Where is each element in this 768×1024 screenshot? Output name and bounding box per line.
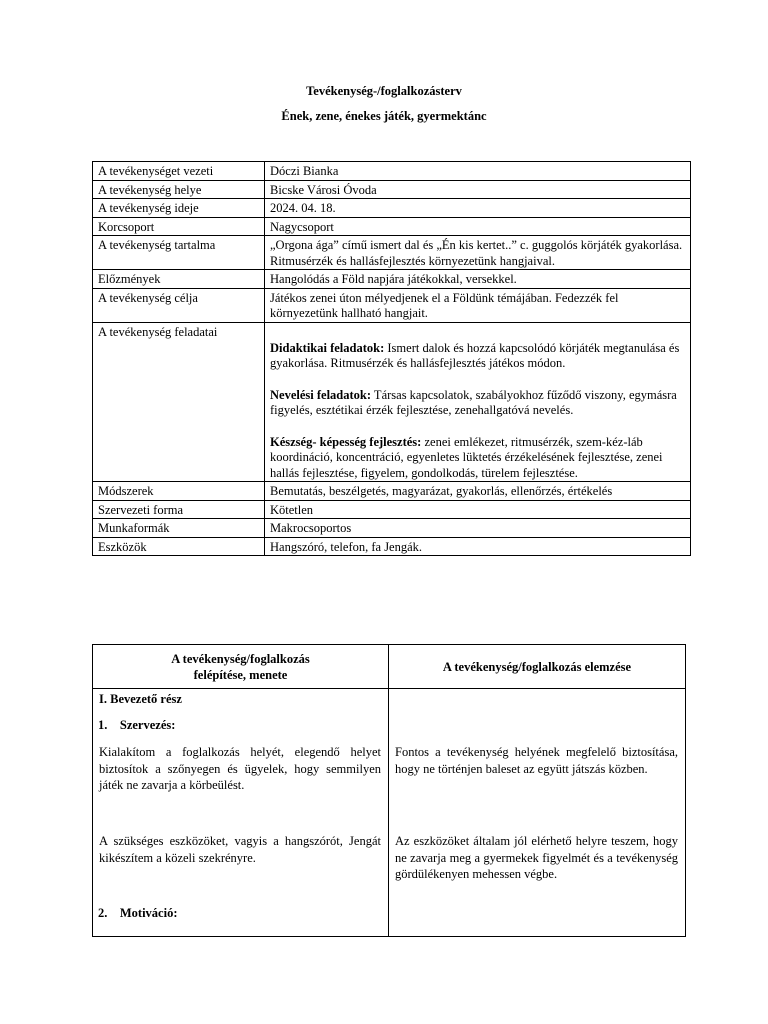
skills-tasks — [270, 435, 686, 482]
place-value: Bicske Városi Óvoda — [265, 180, 691, 199]
organization-text: Kialakítom a foglalkozás helyét, elegendő helyet biztosítok a szőnyegen és ügyelek, hogy semmilyen játék ne zavarja a körbeülést. — [99, 745, 381, 792]
table-row — [93, 322, 691, 482]
didactic-tasks-title: Didaktikai feladatok: — [270, 340, 385, 355]
plan-analysis-cell — [389, 689, 686, 937]
activity-plan-table — [92, 644, 686, 937]
education-tasks-title: Nevelési feladatok: — [270, 387, 372, 402]
step-motivation-heading: 2. Motiváció: — [98, 906, 178, 920]
analysis-text-2: Az eszközöket általam jól elérhető helyre teszem, hogy ne zavarja meg a gyermekek figyelmét és a tevékenység gördülékenyen mehessen végbe. — [395, 834, 678, 881]
tasks-value — [265, 322, 691, 482]
table-row — [93, 162, 691, 181]
tools-setup-text: A szükséges eszközöket, vagyis a hangszórót, Jengát kikészítem a közeli szekrényre. — [99, 834, 381, 865]
plan-structure-header-line1: A tevékenység/foglalkozás — [171, 651, 310, 666]
table-row — [93, 689, 686, 937]
leader-label: A tevékenységet vezeti — [93, 162, 265, 181]
date-label: A tevékenység ideje — [93, 199, 265, 218]
table-header-row — [93, 645, 686, 689]
activity-info-table — [92, 161, 691, 556]
step-organization-heading: 1. Szervezés: — [98, 718, 176, 732]
goal-label: A tevékenység célja — [93, 288, 265, 322]
section-heading: I. Bevezető rész — [99, 692, 182, 706]
document-title: Tevékenység-/foglalkozásterv — [306, 84, 462, 98]
didactic-tasks-text: Ismert dalok és hozzá kapcsolódó körjáték megtanulása és gyakorlása. Ritmusérzék és hallásfejlesztés játékos módon. — [270, 340, 680, 370]
table-row — [93, 180, 691, 199]
table-row — [93, 537, 691, 556]
document-subtitle: Ének, zene, énekes játék, gyermektánc — [281, 109, 487, 123]
tasks-label: A tevékenység feladatai — [93, 322, 265, 482]
plan-analysis-header: A tevékenység/foglalkozás elemzése — [389, 645, 686, 689]
group-value: Nagycsoport — [265, 217, 691, 236]
work-label: Munkaformák — [93, 519, 265, 538]
prior-label: Előzmények — [93, 270, 265, 289]
org-value: Kötetlen — [265, 500, 691, 519]
analysis-text-1: Fontos a tevékenység helyének megfelelő biztosítása, hogy ne történjen baleset az együtt játszás közben. — [395, 745, 678, 776]
table-row — [93, 270, 691, 289]
content-label: A tevékenység tartalma — [93, 236, 265, 270]
leader-value: Dóczi Bianka — [265, 162, 691, 181]
table-row — [93, 288, 691, 322]
table-row — [93, 236, 691, 270]
tools-value: Hangszóró, telefon, fa Jengák. — [265, 537, 691, 556]
table-row — [93, 500, 691, 519]
table-row — [93, 519, 691, 538]
methods-label: Módszerek — [93, 482, 265, 501]
didactic-tasks — [270, 341, 686, 372]
skills-tasks-text: zenei emlékezet, ritmusérzék, szem-kéz-láb koordináció, koncentráció, egyenletes lüktetés érzékelésének fejlesztése, zenei hallás fejlesztése, figyelem, gondolkodás, türelem fejlesztése. — [270, 434, 663, 480]
table-row — [93, 199, 691, 218]
group-label: Korcsoport — [93, 217, 265, 236]
plan-structure-header — [93, 645, 389, 689]
work-value: Makrocsoportos — [265, 519, 691, 538]
goal-value: Játékos zenei úton mélyedjenek el a Földünk témájában. Fedezzék fel környezetünk hallható hangjait. — [265, 288, 691, 322]
table-row — [93, 217, 691, 236]
prior-value: Hangolódás a Föld napjára játékokkal, versekkel. — [265, 270, 691, 289]
place-label: A tevékenység helye — [93, 180, 265, 199]
table-row — [93, 482, 691, 501]
date-value: 2024. 04. 18. — [265, 199, 691, 218]
education-tasks-text: Társas kapcsolatok, szabályokhoz fűződő viszony, egymásra figyelés, esztétikai érzék fejlesztése, zenehallgatóvá nevelés. — [270, 387, 677, 417]
plan-structure-cell — [93, 689, 389, 937]
content-value: „Orgona ága” című ismert dal és „Én kis kertet..” c. guggolós körjáték gyakorlása. Ritmusérzék és hallásfejlesztés környezetünk hangjaival. — [265, 236, 691, 270]
skills-tasks-title: Készség- képesség fejlesztés: — [270, 434, 422, 449]
methods-value: Bemutatás, beszélgetés, magyarázat, gyakorlás, ellenőrzés, értékelés — [265, 482, 691, 501]
tools-label: Eszközök — [93, 537, 265, 556]
org-label: Szervezeti forma — [93, 500, 265, 519]
plan-structure-header-line2: felépítése, menete — [193, 667, 288, 682]
education-tasks — [270, 388, 686, 419]
